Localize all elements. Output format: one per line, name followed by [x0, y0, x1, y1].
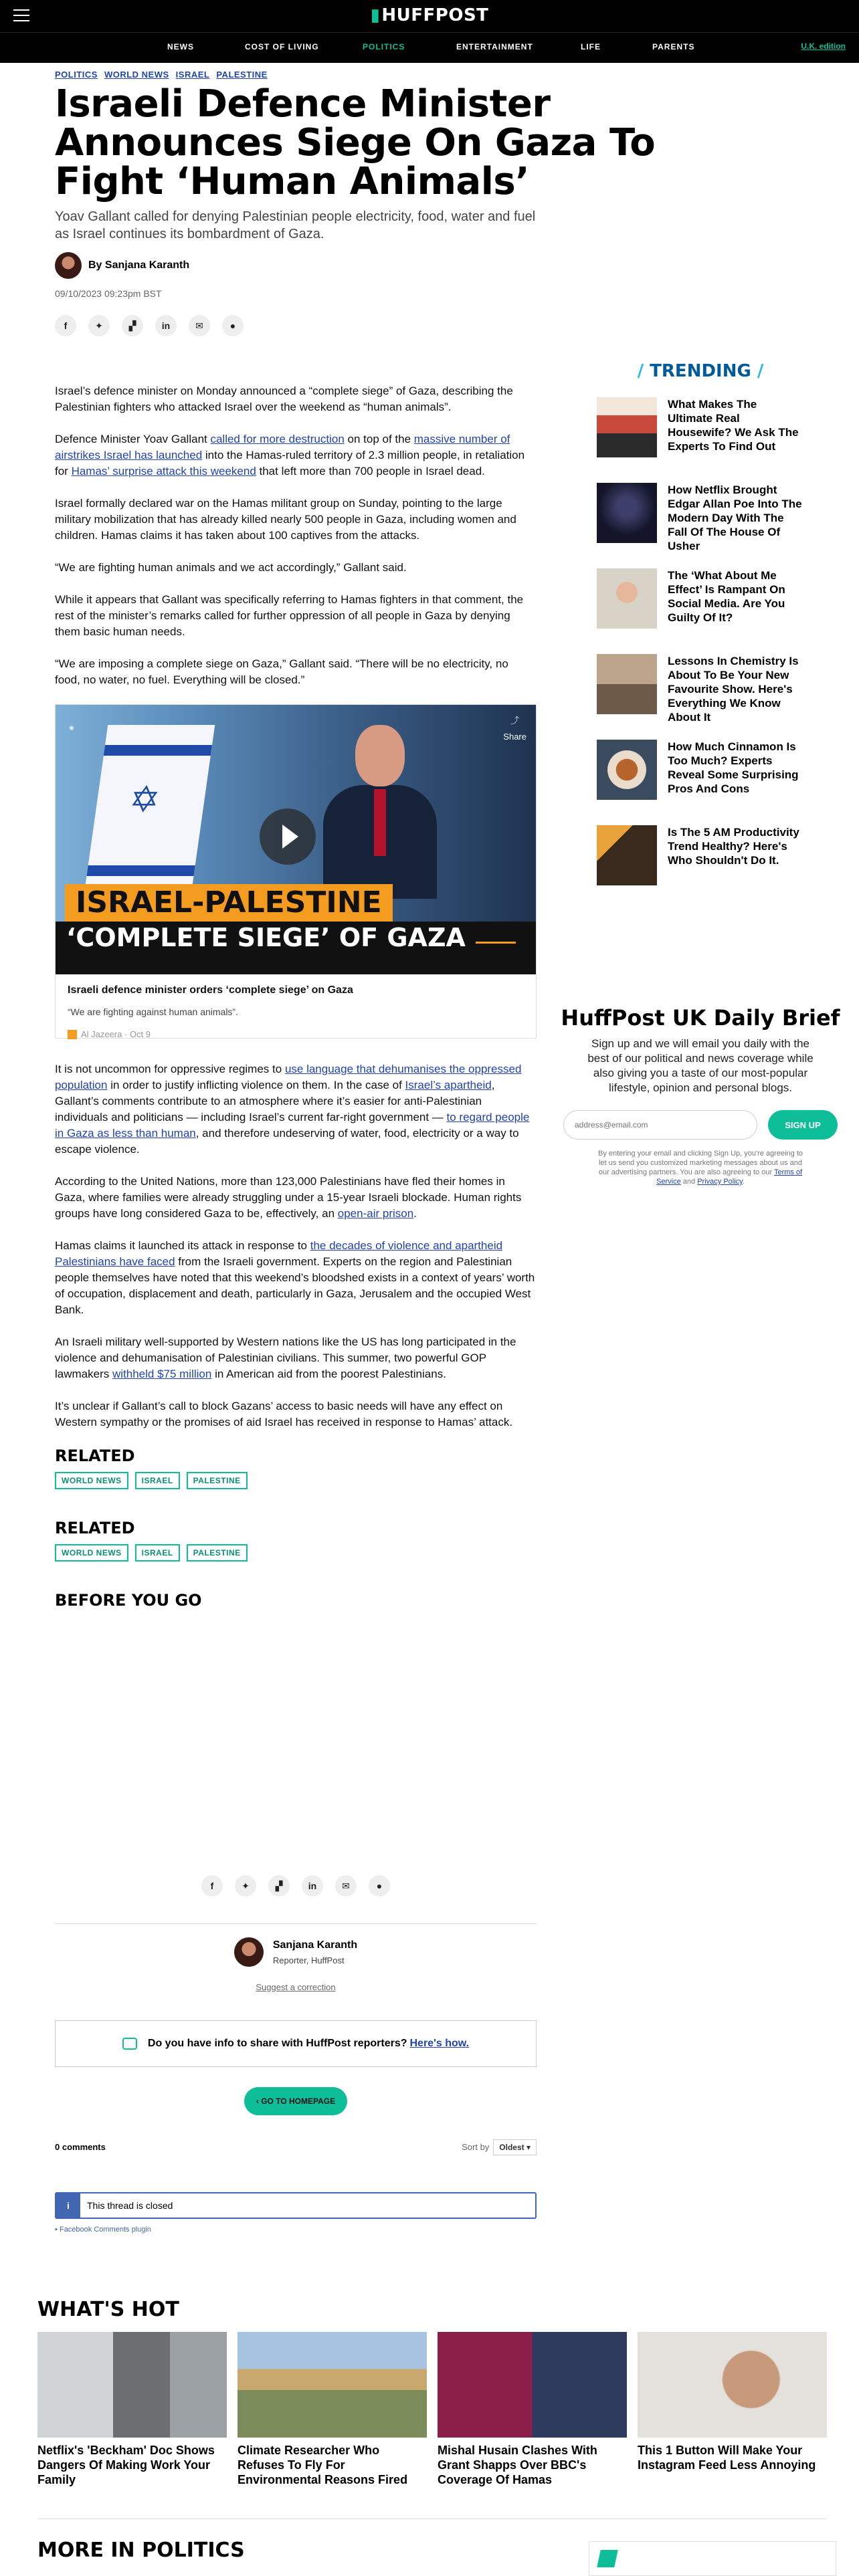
paragraph: According to the United Nations, more than 123,000 Palestinians have fled their homes in Gaza, where families were already struggling under a 15-year Israeli blockade. Human rights groups have long considered Gaza to be, effectively, an open-air prison. — [55, 1175, 522, 1220]
trending-headline[interactable]: Lessons In Chemistry Is About To Be Your New Favourite Show. Here's Everything We Know About It — [668, 655, 799, 724]
source-icon — [68, 1030, 77, 1039]
trending-item[interactable] — [597, 654, 804, 724]
inline-link[interactable]: withheld $75 million — [112, 1368, 212, 1380]
trending-thumbnail — [597, 654, 657, 714]
whats-hot-card[interactable] — [438, 2332, 627, 2487]
suggest-correction-link[interactable]: Suggest a correction — [256, 1982, 336, 1992]
sort-select[interactable]: Oldest ▾ — [493, 2139, 537, 2155]
email-icon[interactable]: ✉ — [335, 1875, 357, 1897]
nav-parents[interactable]: PARENTS — [652, 42, 695, 51]
twitter-icon[interactable]: ✦ — [88, 315, 110, 336]
author-name[interactable]: By Sanjana Karanth — [88, 259, 190, 271]
newsletter-description: Sign up and we will email you daily with the best of our political and news coverage while also giving you a taste of our most-popular lifestyle, opinion and personal blogs. — [587, 1037, 814, 1094]
related-tag-israel[interactable]: ISRAEL — [135, 1472, 180, 1489]
trending-thumbnail — [597, 740, 657, 800]
nav-life[interactable]: LIFE — [581, 42, 601, 51]
flipboard-icon[interactable]: ▞ — [122, 315, 143, 336]
whats-hot-image — [37, 2332, 227, 2438]
video-player[interactable] — [56, 705, 536, 974]
whats-hot-card[interactable] — [237, 2332, 427, 2487]
al-jazeera-logo: ◉ — [69, 724, 74, 731]
byline — [55, 252, 537, 279]
whats-hot-card[interactable] — [37, 2332, 227, 2487]
trending-item[interactable] — [597, 483, 804, 552]
video-caption — [56, 974, 536, 1051]
facebook-comments-plugin-link[interactable]: ▪ Facebook Comments plugin — [55, 2226, 151, 2234]
timestamp: 09/10/2023 09:23pm BST — [55, 288, 162, 299]
author-name[interactable]: Sanjana Karanth — [272, 1939, 358, 1951]
whats-hot-image — [438, 2332, 627, 2438]
more-in-politics-heading: MORE IN POLITICS — [37, 2539, 245, 2562]
whats-hot-headline[interactable]: Mishal Husain Clashes With Grant Shapps Over BBC's Coverage Of Hamas — [438, 2444, 597, 2486]
nav-bar — [0, 32, 859, 63]
comment-icon[interactable]: ● — [369, 1875, 390, 1897]
related-tags-2 — [55, 1544, 537, 1562]
paragraph: It is not uncommon for oppressive regimes to use language that dehumanises the oppressed population in order to justify inflicting violence on them. In the case of Israel’s apartheid, Gallant’s comments contribute to an atmosphere where it’s easier for anti-Palestinian individuals and politicians — including Israel’s current far-right government — to regard people in Gaza as less than human, and therefore undeserving of water, food, electricity or a way to escape violence. — [55, 1063, 530, 1156]
video-source: Al Jazeera · Oct 9 — [68, 1027, 524, 1043]
paragraph: While it appears that Gallant was specifically referring to Hamas fighters in that comment, the rest of the minister’s remarks called for further oppression of all people in Gaza by denying them basic human needs. — [55, 593, 524, 638]
whats-hot-card[interactable] — [638, 2332, 827, 2487]
article-tags — [55, 70, 537, 80]
linkedin-icon[interactable]: in — [155, 315, 177, 336]
trending-thumbnail — [597, 825, 657, 885]
facebook-icon[interactable]: f — [55, 315, 76, 336]
nav-entertainment[interactable]: ENTERTAINMENT — [456, 42, 533, 51]
tag-palestine[interactable]: PALESTINE — [216, 70, 268, 80]
trending-thumbnail — [597, 397, 657, 457]
related-tag-palestine[interactable]: PALESTINE — [187, 1472, 248, 1489]
paragraph: Hamas claims it launched its attack in response to the decades of violence and apartheid Palestinians have faced from the Israeli government. Experts on the region and Palestinian people themselves have noted that this weekend’s bloodshed exists in a context of years’ worth of occupation, displacement and death, particularly in Gaza, Jerusalem and the occupied West Bank. — [55, 1239, 535, 1316]
related-tag-world-news[interactable]: WORLD NEWS — [55, 1472, 128, 1489]
related-tag-world-news[interactable]: WORLD NEWS — [55, 1544, 128, 1562]
article-subtitle: Yoav Gallant called for denying Palestinian people electricity, food, water and fuel as Israel continues its bombardment of Gaza. — [55, 209, 536, 241]
author-avatar[interactable] — [234, 1937, 264, 1967]
trending-item[interactable] — [597, 397, 804, 467]
chevron-left-icon: ‹ — [256, 2097, 262, 2106]
facebook-icon[interactable]: f — [201, 1875, 223, 1897]
tag-israel[interactable]: ISRAEL — [175, 70, 210, 80]
newsletter-title: HuffPost UK Daily Brief — [561, 1005, 840, 1031]
whats-hot-headline[interactable]: Netflix's 'Beckham' Doc Shows Dangers Of Making Work Your Family — [37, 2444, 215, 2486]
divider — [37, 2518, 827, 2519]
terms-link[interactable]: Terms of Service — [656, 1168, 803, 1186]
facebook-icon: ▪ — [55, 2226, 60, 2234]
video-share-button[interactable]: ⤴ Share — [503, 716, 527, 742]
comment-icon[interactable]: ● — [222, 315, 244, 336]
top-bar — [0, 0, 859, 32]
email-field[interactable] — [563, 1110, 757, 1140]
speaker-image — [316, 712, 444, 885]
author-avatar[interactable] — [55, 252, 82, 279]
whats-hot-headline[interactable]: Climate Researcher Who Refuses To Fly For Environmental Reasons Fired — [237, 2444, 408, 2486]
signup-button[interactable]: SIGN UP — [768, 1110, 838, 1140]
trending-headline[interactable]: How Much Cinnamon Is Too Much? Experts Reveal Some Surprising Pros And Cons — [668, 740, 799, 795]
whats-hot-section — [37, 2298, 827, 2487]
related-tags — [55, 1472, 537, 1489]
tag-world-news[interactable]: WORLD NEWS — [104, 70, 169, 80]
israel-flag-image: ✡ — [84, 725, 215, 899]
nav-politics[interactable]: POLITICS — [363, 42, 405, 51]
trending-headline[interactable]: Is The 5 AM Productivity Trend Healthy? Here's Who Shouldn't Do It. — [668, 826, 799, 867]
newsletter-legal: By entering your email and clicking Sign Up, you're agreeing to let us send you customized marketing messages about us and our advertising partners. You are also agreeing to our Terms of Service and Privacy Policy. — [598, 1150, 803, 1186]
tip-box: Do you have info to share with HuffPost reporters? Here's how. — [55, 2020, 537, 2067]
trending-item[interactable] — [597, 568, 804, 638]
trending-headline[interactable]: What Makes The Ultimate Real Housewife? We Ask The Experts To Find Out — [668, 398, 799, 453]
trending-item[interactable] — [597, 825, 804, 895]
inline-link[interactable]: use language that dehumanises the oppressed population — [55, 1063, 522, 1091]
video-banner-top: ISRAEL-PALESTINE — [65, 884, 393, 922]
author-role: Reporter, HuffPost — [272, 1955, 345, 1965]
video-description: “We are fighting against human animals”. — [68, 1006, 238, 1017]
trending-item[interactable] — [597, 740, 804, 809]
floating-logo-bar[interactable] — [589, 2541, 836, 2576]
paragraph: Defence Minister Yoav Gallant called for more destruction on top of the massive number of airstrikes Israel has launched into the Hamas-ruled territory of 2.3 million people, in retaliation for Hamas’ surprise attack this weekend that left more than 700 people in Israel dead. — [55, 433, 525, 477]
related-tag-israel[interactable]: ISRAEL — [135, 1544, 180, 1562]
comments-header — [55, 2142, 537, 2152]
author-box — [55, 1923, 537, 1992]
nav-cost-of-living[interactable]: COST OF LIVING — [245, 42, 319, 51]
email-icon[interactable]: ✉ — [189, 315, 210, 336]
comments-count: 0 comments — [55, 2142, 106, 2152]
flipboard-icon[interactable]: ▞ — [268, 1875, 290, 1897]
whats-hot-image — [237, 2332, 427, 2438]
share-bar — [55, 315, 537, 336]
tag-politics[interactable]: POLITICS — [55, 70, 98, 80]
go-to-homepage-button[interactable]: ‹ GO TO HOMEPAGE — [244, 2087, 347, 2115]
inline-link[interactable]: open-air prison — [337, 1207, 414, 1220]
paragraph: “We are fighting human animals and we act accordingly,” Gallant said. — [55, 561, 407, 574]
trending-headline[interactable]: How Netflix Brought Edgar Allan Poe Into The Modern Day With The Fall Of The House Of Usher — [668, 484, 802, 552]
trending-thumbnail — [597, 483, 657, 543]
related-heading-2: RELATED — [55, 1519, 135, 1537]
article-footer — [55, 1859, 537, 2234]
newsletter-form — [557, 1110, 844, 1140]
inline-link[interactable]: Hamas’ surprise attack this weekend — [71, 465, 256, 477]
paragraph: An Israeli military well-supported by Western nations like the US has long participated in the violence and dehumanisation of Palestinian civilians. This summer, two powerful GOP lawmakers withheld $75 million in American aid from the poorest Palestinians. — [55, 1335, 516, 1380]
paragraph: Israel formally declared war on the Hamas militant group on Sunday, pointing to the large military mobilization that has already killed nearly 500 people in Gaza, including women and children. Hamas claims it has taken about 100 captives from the attacks. — [55, 497, 516, 542]
trending-sidebar — [597, 361, 804, 895]
before-you-go-heading: BEFORE YOU GO — [55, 1591, 202, 1610]
whats-hot-image — [638, 2332, 827, 2438]
thread-closed-notice: i This thread is closed — [55, 2192, 537, 2219]
share-bar-bottom — [55, 1875, 537, 1897]
article-title: Israeli Defence Minister Announces Siege On Gaza To Fight ‘Human Animals’ — [55, 82, 656, 203]
video-embed — [55, 704, 537, 1039]
huffpost-mark-icon — [597, 2550, 618, 2567]
twitter-icon[interactable]: ✦ — [235, 1875, 256, 1897]
privacy-link[interactable]: Privacy Policy — [697, 1178, 743, 1186]
video-banner-bottom: ‘COMPLETE SIEGE’ OF GAZA — [56, 922, 536, 974]
nav-news[interactable]: NEWS — [167, 42, 194, 51]
paragraph: It’s unclear if Gallant’s call to block Gazans’ access to basic needs will have any effect on Western sympathy or the promises of aid Israel has received in response to Hamas’ attack. — [55, 1400, 513, 1428]
trending-headline[interactable]: The ‘What About Me Effect’ Is Rampant On Social Media. Are You Guilty Of It? — [668, 569, 785, 624]
paragraph: Israel’s defence minister on Monday announced a “complete siege” of Gaza, describing the Palestinian fighters who attacked Israel over the weekend as “human animals”. — [55, 385, 513, 413]
site-logo[interactable]: ▮HUFFPOST — [370, 5, 489, 25]
newsletter-signup — [557, 1003, 844, 1186]
info-icon: i — [56, 2193, 80, 2218]
whats-hot-title: WHAT'S HOT — [37, 2298, 179, 2321]
whats-hot-headline[interactable]: This 1 Button Will Make Your Instagram Feed Less Annoying — [638, 2444, 816, 2472]
edition-selector[interactable]: U.K. edition — [801, 41, 846, 51]
inline-link[interactable]: massive number of airstrikes Israel has launched — [55, 433, 510, 461]
paragraph: “We are imposing a complete siege on Gaza,” Gallant said. “There will be no electricity, no food, no water, no fuel. Everything will be closed.” — [55, 657, 508, 686]
inline-link[interactable]: Israel’s apartheid — [405, 1079, 492, 1091]
inline-link[interactable]: the decades of violence and apartheid Palestinians have faced — [55, 1239, 503, 1268]
play-icon[interactable] — [260, 809, 316, 865]
chat-icon — [122, 2038, 137, 2050]
trending-thumbnail — [597, 568, 657, 629]
heres-how-link[interactable]: Here's how. — [409, 2038, 470, 2049]
article — [55, 70, 656, 1610]
linkedin-icon[interactable]: in — [302, 1875, 323, 1897]
trending-title: / TRENDING / — [637, 361, 764, 381]
related-tag-palestine[interactable]: PALESTINE — [187, 1544, 248, 1562]
inline-link[interactable]: to regard people in Gaza as less than human — [55, 1111, 530, 1140]
related-heading: RELATED — [55, 1446, 135, 1465]
inline-link[interactable]: called for more destruction — [210, 433, 345, 445]
article-body — [55, 383, 537, 1430]
sort-control: Sort by Oldest ▾ — [462, 2142, 537, 2152]
video-title[interactable]: Israeli defence minister orders ‘complete siege’ on Gaza — [68, 984, 353, 996]
